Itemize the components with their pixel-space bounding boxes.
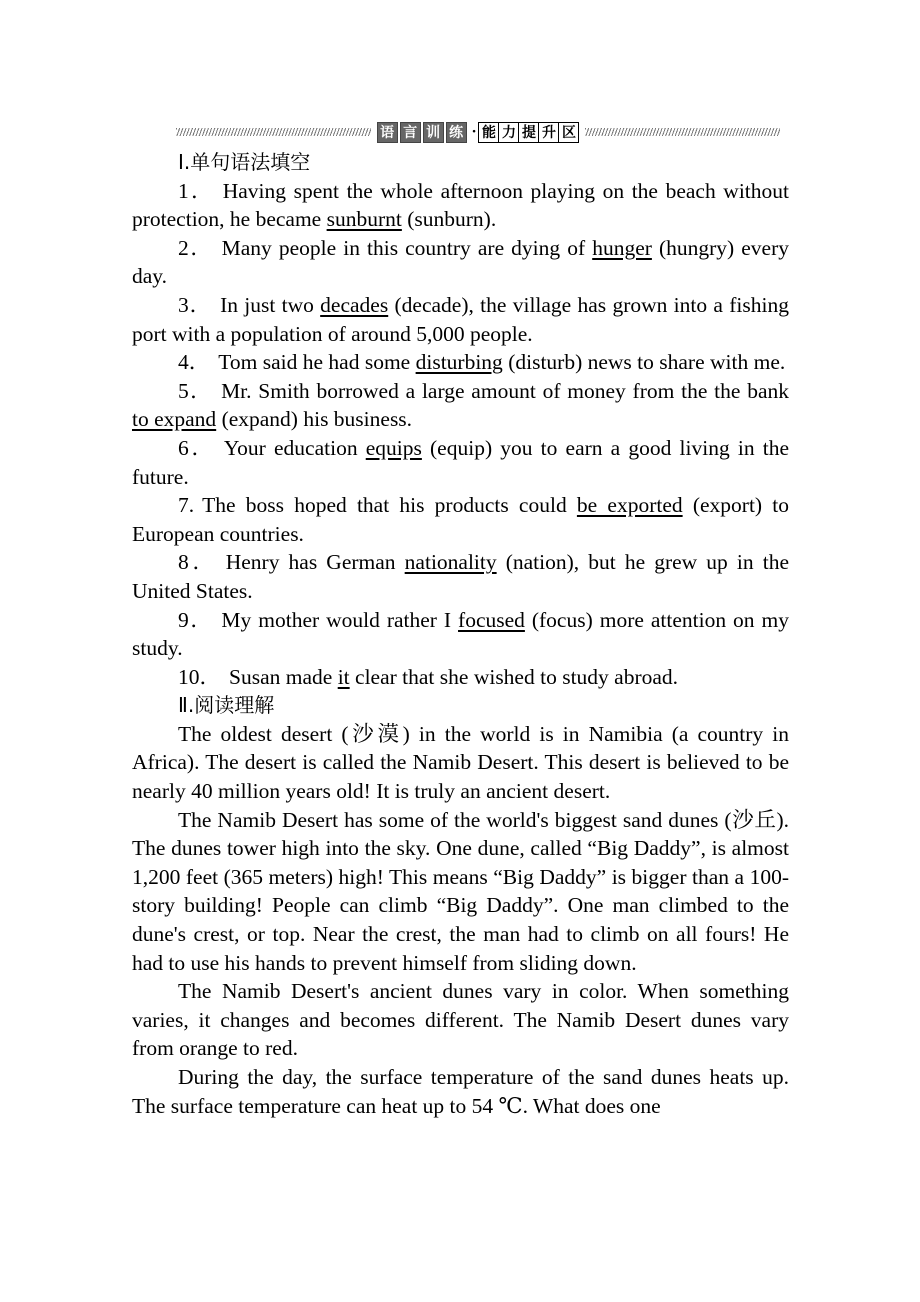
banner-tag: 力 bbox=[498, 122, 519, 143]
exercise-answer: focused bbox=[458, 607, 525, 632]
banner-tag: 训 bbox=[423, 122, 444, 143]
banner-dot: · bbox=[471, 124, 477, 140]
exercise-text: (nation), but he grew up in the United States. bbox=[132, 550, 790, 603]
exercise-item bbox=[132, 348, 789, 377]
exercise-item bbox=[132, 434, 789, 491]
exercise-text: (disturb) news to share with me. bbox=[502, 350, 786, 375]
exercise-text: Many people in this country are dying of bbox=[221, 235, 593, 260]
exercise-text: (decade), the village has grown into a fishing port with a population of around 5,000 people. bbox=[132, 292, 789, 346]
exercise-text: (expand) his business. bbox=[216, 407, 413, 432]
banner-tag: 提 bbox=[518, 122, 539, 143]
exercise-answer: sunburnt bbox=[326, 207, 402, 232]
banner-tag: 能 bbox=[478, 122, 499, 143]
reading-passage bbox=[132, 720, 789, 1120]
exercise-text: Having spent the whole afternoon playing on the beach without protection, he became bbox=[132, 178, 789, 232]
exercise-answer: nationality bbox=[404, 550, 497, 575]
exercise-item bbox=[132, 377, 789, 434]
exercise-text: Mr. Smith borrowed a large amount of money from the the bank bbox=[221, 378, 789, 403]
section1-title: Ⅰ.单句语法填空 bbox=[178, 150, 311, 174]
banner-tag: 练 bbox=[446, 122, 467, 143]
exercise-item bbox=[132, 234, 789, 291]
exercise-answer: disturbing bbox=[415, 350, 503, 375]
exercise-text: (hungry) every day. bbox=[132, 235, 789, 289]
banner-tag: 言 bbox=[400, 122, 421, 143]
grammar-exercise-list bbox=[132, 177, 789, 692]
exercise-number: 3． bbox=[178, 292, 213, 317]
banner-hatch-left bbox=[176, 128, 371, 136]
exercise-number: 10． bbox=[178, 664, 222, 689]
exercise-text: (equip) you to earn a good living in the future. bbox=[132, 435, 789, 489]
exercise-item bbox=[132, 663, 789, 692]
exercise-text: My mother would rather I bbox=[221, 607, 459, 632]
exercise-text: Tom said he had some bbox=[218, 350, 416, 375]
exercise-number: 6． bbox=[178, 435, 216, 460]
exercise-number: 8． bbox=[178, 550, 218, 575]
passage-paragraph: The oldest desert (沙漠) in the world is in Namibia (a country in Africa). The desert is called the Namib Desert. This desert is believed to be nearly 40 million years old! It is truly an ancient desert. bbox=[132, 721, 789, 804]
exercise-text: Henry has German bbox=[225, 550, 405, 575]
exercise-answer: equips bbox=[365, 435, 422, 460]
section-banner bbox=[176, 120, 780, 144]
banner-tag: 语 bbox=[377, 122, 398, 143]
exercise-text: In just two bbox=[220, 292, 321, 317]
exercise-number: 2． bbox=[178, 235, 214, 260]
document-body bbox=[132, 148, 789, 1120]
passage-paragraph: The Namib Desert has some of the world's biggest sand dunes (沙丘). The dunes tower high into the sky. One dune, called “Big Daddy”, is almost 1,200 feet (365 meters) high! This means “Big Daddy” is bigger than a 100-story building! People can climb “Big Daddy”. One man climbed to the dune's crest, or top. Near the crest, the man had to climb on all fours! He had to use his hands to prevent himself from sliding down. bbox=[132, 807, 789, 975]
exercise-text: clear that she wished to study abroad. bbox=[349, 664, 679, 689]
exercise-answer: to expand bbox=[132, 407, 217, 432]
passage-paragraph: During the day, the surface temperature of the sand dunes heats up. The surface temperature can heat up to 54 ℃. What does one bbox=[132, 1065, 789, 1118]
exercise-item bbox=[132, 291, 789, 348]
banner-hatch-right bbox=[585, 128, 780, 136]
exercise-number: 9． bbox=[178, 607, 214, 632]
exercise-text: (export) to European countries. bbox=[132, 493, 790, 546]
section2-title: Ⅱ.阅读理解 bbox=[178, 693, 275, 718]
banner-tag: 区 bbox=[558, 122, 579, 143]
exercise-number: 7. bbox=[178, 493, 195, 518]
exercise-item bbox=[132, 606, 789, 663]
passage-paragraph: The Namib Desert's ancient dunes vary in color. When something varies, it changes and becomes different. The Namib Desert dunes vary from orange to red. bbox=[132, 979, 789, 1061]
exercise-text: (sunburn). bbox=[401, 207, 497, 232]
exercise-number: 1． bbox=[178, 178, 215, 203]
exercise-text: The boss hoped that his products could bbox=[202, 493, 577, 518]
exercise-answer: be exported bbox=[576, 493, 683, 518]
exercise-text: Susan made bbox=[229, 664, 338, 689]
exercise-answer: decades bbox=[320, 292, 389, 317]
exercise-number: 4． bbox=[178, 350, 211, 375]
exercise-text: (focus) more attention on my study. bbox=[132, 607, 789, 661]
exercise-item bbox=[132, 177, 789, 234]
exercise-answer: hunger bbox=[592, 235, 652, 260]
banner-tag: 升 bbox=[538, 122, 559, 143]
exercise-text: Your education bbox=[223, 435, 366, 460]
exercise-item bbox=[132, 491, 789, 548]
exercise-item bbox=[132, 548, 789, 605]
banner-tags bbox=[377, 122, 580, 143]
exercise-number: 5． bbox=[178, 378, 214, 403]
exercise-answer: it bbox=[337, 664, 350, 689]
